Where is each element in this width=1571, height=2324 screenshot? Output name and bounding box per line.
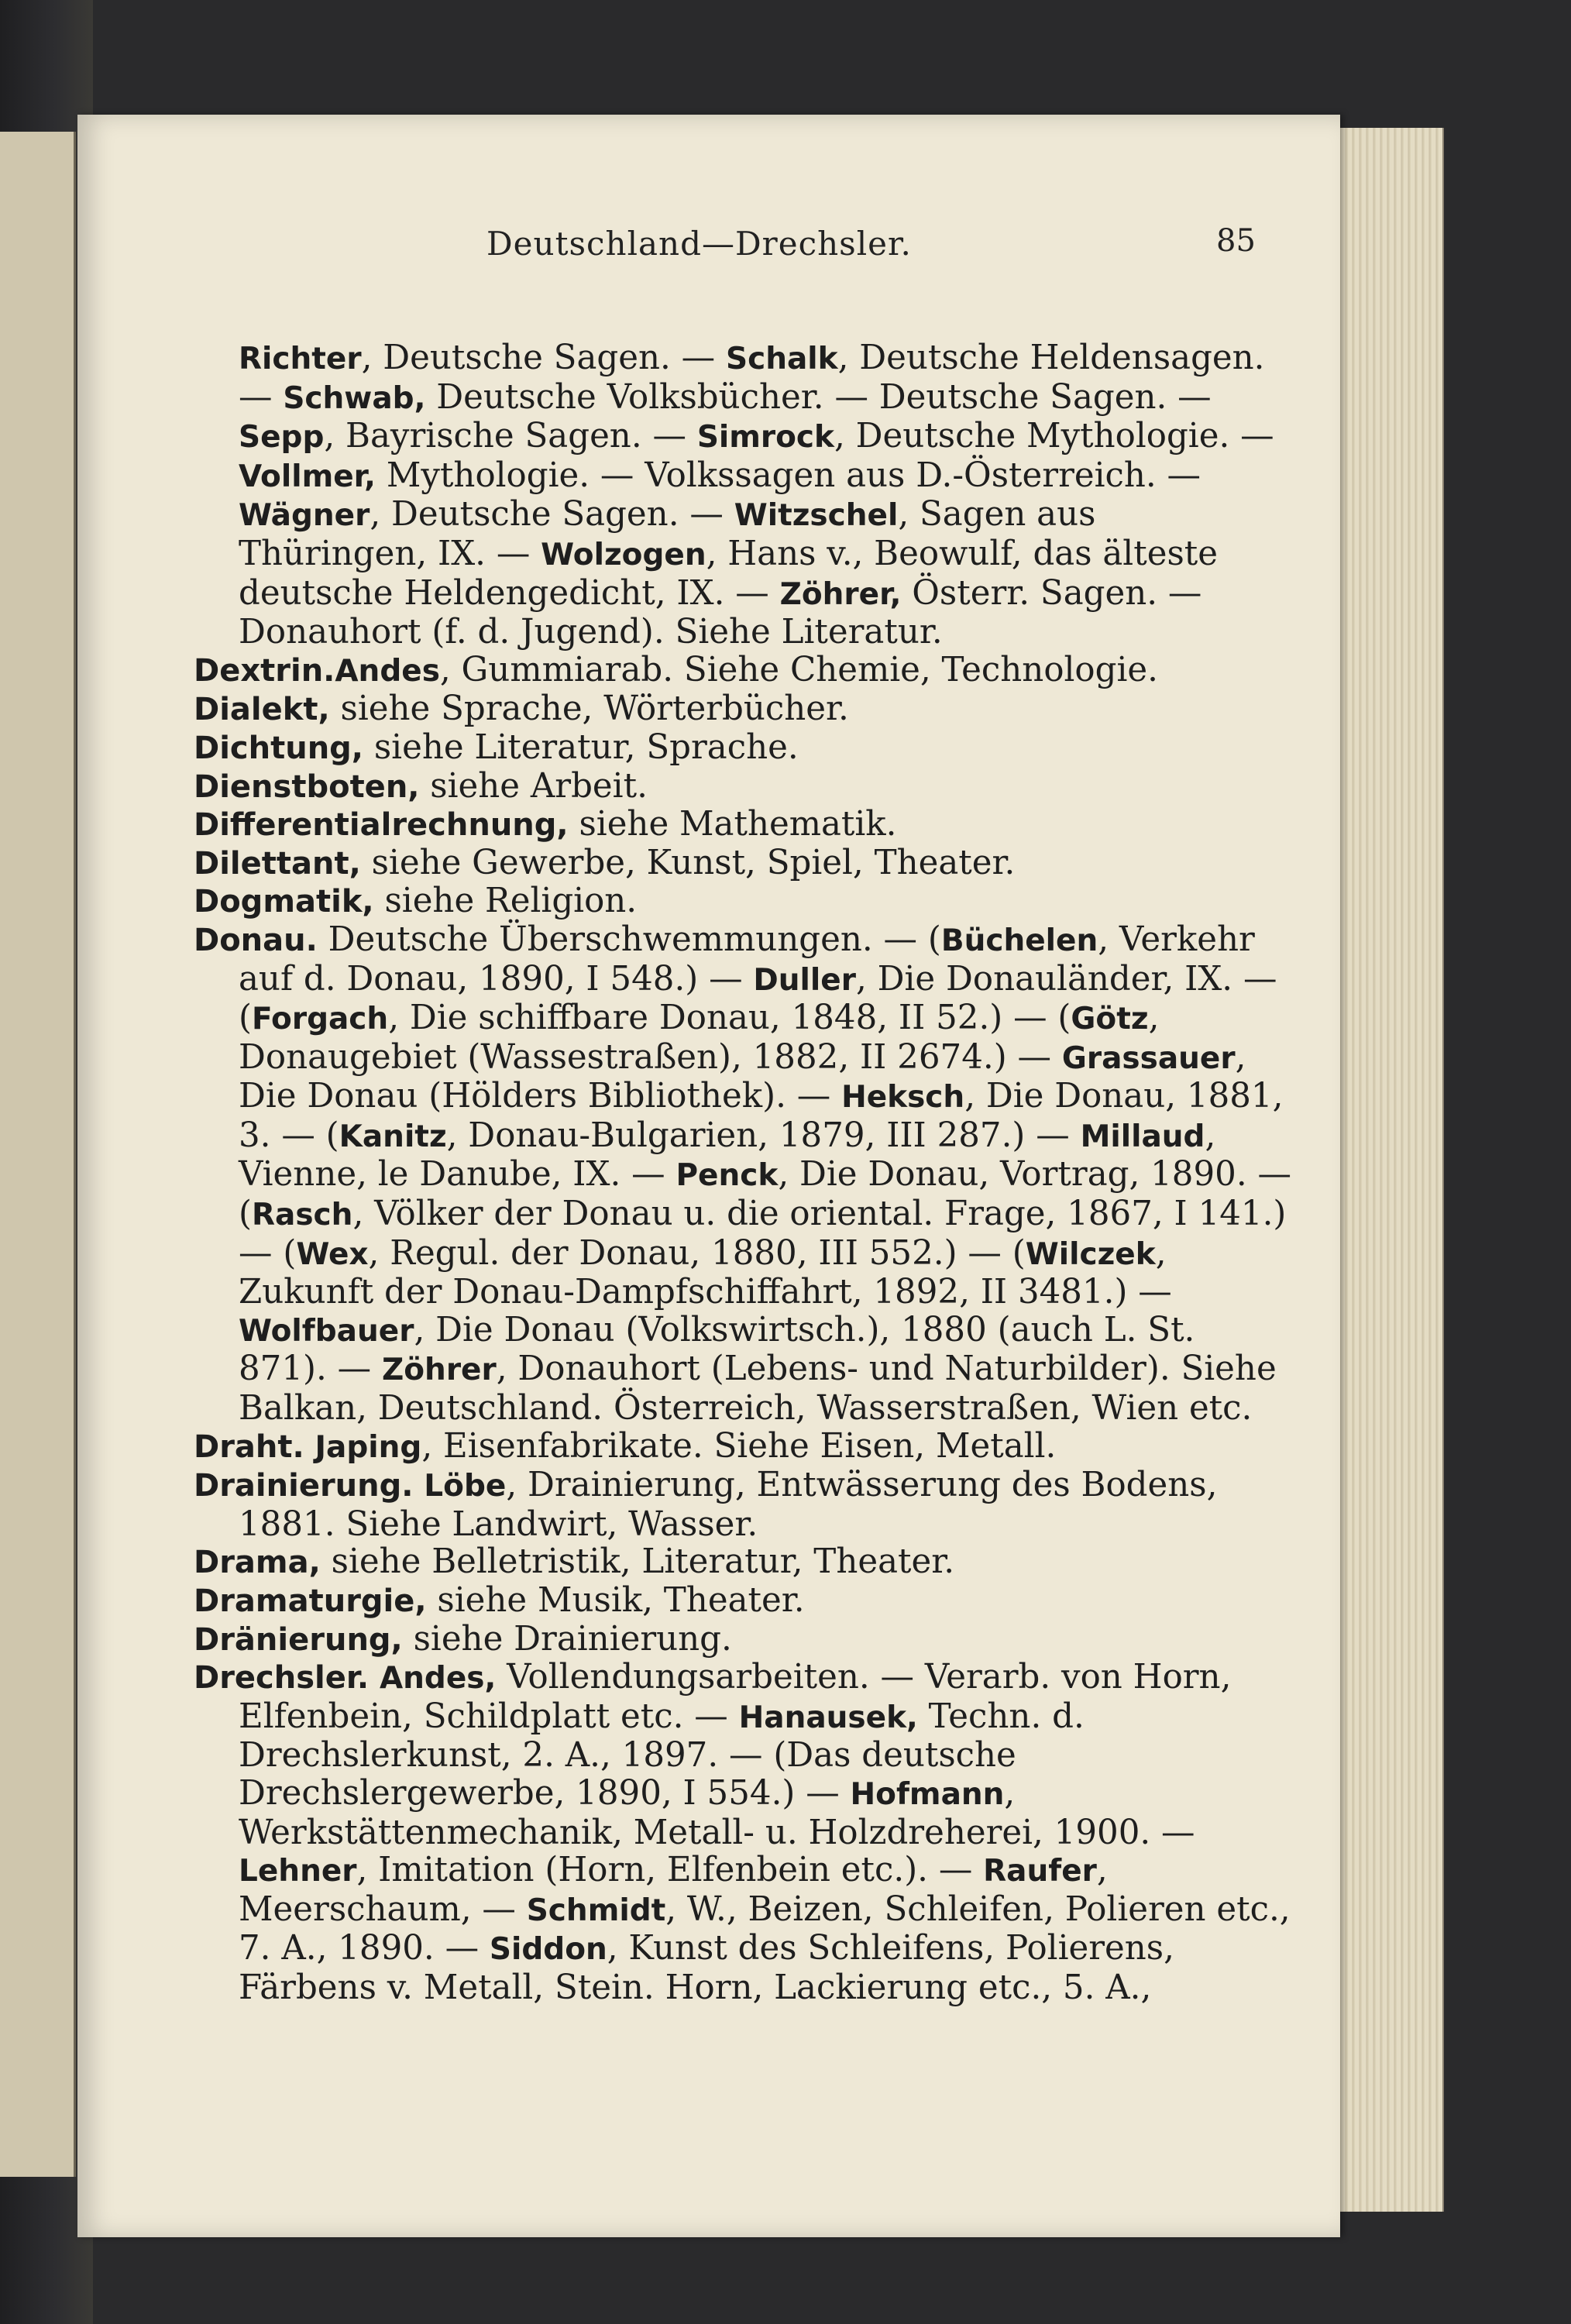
author-name: Hanausek, [738, 1700, 918, 1735]
entry-text: siehe Arbeit. [419, 766, 648, 806]
entry-text: siehe Drainierung. [402, 1619, 732, 1659]
entry-text: siehe Sprache, Wörterbücher. [329, 689, 849, 729]
entry-headword: Dränierung, [194, 1621, 403, 1658]
entry-text: siehe Gewerbe, Kunst, Spiel, Theater. [360, 843, 1016, 882]
author-name: Schmidt [526, 1893, 666, 1928]
author-name: Zöhrer [381, 1353, 497, 1388]
author-name: Wolzogen [541, 537, 706, 572]
author-name: Andes [335, 653, 440, 689]
index-entry-differentialrechnung [194, 806, 1294, 844]
entry-text: , Gummiarab. Siehe Chemie, Technologie. [439, 650, 1158, 689]
entry-text [304, 1427, 315, 1466]
entry-headword: Draht. [194, 1428, 304, 1465]
entry-text: , Donaugebiet (Wassestraßen), 1882, II 2674.) — [239, 999, 1160, 1077]
author-name: Hofmann [850, 1776, 1005, 1812]
entry-text: Techn. d. Drechslerkunst, 2. A., 1897. — (Das deutsche Drechslergewerbe, 1890, I 554.) — [239, 1697, 1085, 1813]
author-name: Schwab, [283, 380, 426, 416]
entry-headword: Dichtung, [194, 730, 364, 766]
entry-text: , W., Beizen, Schleifen, Polieren etc., 7. A., 1890. — [239, 1889, 1291, 1968]
author-name: Vollmer, [239, 459, 376, 494]
entry-text: , Deutsche Heldensagen. — [239, 339, 1265, 417]
entry-text: Vollendungsarbeiten. — Verarb. von Horn, Elfenbein, Schildplatt etc. — [239, 1658, 1232, 1736]
author-name: Rasch [251, 1198, 353, 1233]
entry-text: , Regul. der Donau, 1880, III 552.) — ( [368, 1233, 1026, 1273]
entry-text: siehe Musik, Theater. [426, 1581, 805, 1620]
author-name: Andes, [379, 1661, 497, 1697]
author-name: Siddon [489, 1932, 607, 1968]
index-entry-draht [194, 1428, 1294, 1467]
author-name: Duller [753, 962, 856, 998]
entry-text [369, 1658, 380, 1697]
entry-text: Deutsche Volksbücher. — Deutsche Sagen. — [425, 377, 1212, 417]
author-name: Götz [1071, 1002, 1149, 1037]
author-name: Sepp [239, 420, 325, 456]
author-name: Lehner [239, 1854, 357, 1889]
entry-text: siehe Belletristik, Literatur, Theater. [320, 1542, 955, 1582]
entry-headword: Donau. [194, 922, 318, 958]
entry-text: siehe Literatur, Sprache. [363, 727, 799, 767]
index-entry-dextrin [194, 651, 1294, 691]
entry-text: , Donauhort (Lebens- und Naturbilder). Siehe Balkan, Deutschland. Österreich, Wasserstraßen, Wien etc. [239, 1349, 1277, 1428]
author-name: Kanitz [339, 1119, 447, 1154]
book-page [77, 115, 1340, 2237]
entry-text: , Meerschaum, — [239, 1851, 1108, 1929]
index-entry-drama [194, 1543, 1294, 1582]
entry-text: , Imitation (Horn, Elfenbein etc.). — [356, 1851, 984, 1890]
entry-text: , Sagen aus Thüringen, IX. — [239, 495, 1096, 573]
author-name: Heksch [841, 1080, 965, 1116]
entry-text: , Werkstättenmechanik, Metall- u. Holzdreherei, 1900. — [239, 1773, 1195, 1852]
author-name: Büchelen [940, 923, 1098, 958]
entry-text: , Hans v., Beowulf, das älteste deutsche Heldengedicht, IX. — [239, 534, 1218, 613]
index-entry-dialekt [194, 690, 1294, 729]
author-name: Simrock [696, 420, 834, 456]
author-name: Wex [296, 1236, 369, 1272]
entry-headword: Dialekt, [194, 692, 330, 728]
author-name: Richter [239, 342, 362, 376]
entry-text: , Deutsche Sagen. — [370, 495, 734, 535]
index-entry-donau [194, 921, 1294, 1428]
index-text [194, 339, 1294, 2007]
entry-text: , Die Donau, 1881, 3. — ( [239, 1077, 1284, 1155]
entry-text: , Die Donau, Vortrag, 1890. — ( [239, 1155, 1291, 1234]
entry-text: , Deutsche Sagen. — [361, 339, 726, 377]
author-name: Grassauer [1061, 1040, 1236, 1076]
entry-text: siehe Mathematik. [568, 805, 897, 844]
entry-headword: Dilettant, [194, 845, 361, 882]
index-entry-draenierung [194, 1621, 1294, 1659]
entry-continuation [194, 339, 1294, 651]
entry-text: , Zukunft der Donau-Dampfschiffahrt, 1892, II 3481.) — [239, 1233, 1172, 1312]
author-name: Schalk [725, 342, 838, 376]
entry-text [413, 1466, 424, 1504]
author-name: Millaud [1080, 1119, 1205, 1154]
entry-text: , Vienne, le Danube, IX. — [239, 1116, 1216, 1195]
page-block-edges [1334, 128, 1444, 2212]
author-name: Wägner [239, 498, 370, 534]
index-entry-dichtung [194, 729, 1294, 768]
entry-text: , Die schiffbare Donau, 1848, II 52.) — ( [388, 999, 1071, 1038]
entry-text: , Die Donauländer, IX. — ( [239, 959, 1277, 1038]
entry-text: , Verkehr auf d. Donau, 1890, I 548.) — [239, 920, 1255, 999]
entry-text: , Kunst des Schleifens, Polierens, Färbens v. Metall, Stein. Horn, Lackierung etc., 5. A., [239, 1929, 1174, 2007]
entry-headword: Drechsler. [194, 1660, 370, 1697]
running-head: Deutschland—Drechsler. [486, 225, 912, 263]
entry-text: siehe Religion. [373, 882, 638, 921]
entry-text: Mythologie. — Volkssagen aus D.-Österreich. — [376, 456, 1201, 495]
entry-headword: Drainierung. [194, 1468, 414, 1504]
index-entry-dramaturgie [194, 1582, 1294, 1621]
entry-text: Österr. Sagen. — Donauhort (f. d. Jugend). Siehe Literatur. [239, 573, 1202, 652]
entry-text: , Deutsche Mythologie. — [834, 417, 1274, 456]
page-number: 85 [1216, 223, 1256, 259]
index-entry-drainierung [194, 1466, 1294, 1543]
author-name: Forgach [251, 1002, 389, 1037]
author-name: Löbe [424, 1469, 507, 1504]
entry-text: , Eisenfabrikate. Siehe Eisen, Metall. [421, 1426, 1057, 1466]
entry-text: , Drainierung, Entwässerung des Bodens, 1881. Siehe Landwirt, Wasser. [239, 1466, 1218, 1544]
author-name: Witzschel [734, 498, 899, 534]
author-name: Zöhrer, [779, 576, 902, 612]
entry-text: , Die Donau (Volkswirtsch.), 1880 (auch L. St. 871). — [239, 1310, 1195, 1389]
author-name: Wilczek [1025, 1236, 1156, 1272]
entry-text: , Völker der Donau u. die oriental. Frage, 1867, I 141.) — ( [239, 1195, 1287, 1273]
entry-text: , Bayrische Sagen. — [324, 417, 697, 456]
previous-page-edge [0, 132, 76, 2177]
author-name: Penck [675, 1158, 779, 1194]
author-name: Japing [315, 1429, 422, 1465]
index-entry-dienstboten [194, 768, 1294, 806]
entry-headword: Differentialrechnung, [194, 807, 569, 844]
entry-headword: Drama, [194, 1545, 321, 1581]
entry-headword: Dienstboten, [194, 768, 420, 805]
entry-text: , Donau-Bulgarien, 1879, III 287.) — [446, 1116, 1081, 1155]
index-entry-dilettant [194, 844, 1294, 883]
index-entry-drechsler [194, 1659, 1294, 2006]
entry-headword: Dramaturgie, [194, 1583, 427, 1619]
index-entry-dogmatik [194, 882, 1294, 921]
author-name: Wolfbauer [239, 1313, 414, 1349]
entry-text: , Die Donau (Hölders Bibliothek). — [239, 1037, 1246, 1116]
entry-headword: Dogmatik, [194, 884, 374, 920]
author-name: Raufer [983, 1854, 1097, 1889]
entry-headword: Dextrin. [194, 652, 335, 689]
entry-text: Deutsche Überschwemmungen. — ( [317, 920, 941, 959]
